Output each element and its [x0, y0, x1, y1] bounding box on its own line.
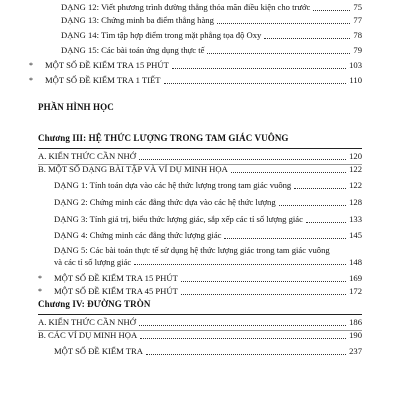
entry-bullet: * [38, 274, 42, 283]
entry-page-number: 122 [349, 180, 362, 190]
entry-page-number: 133 [349, 214, 362, 224]
dot-leader [139, 325, 346, 326]
chapter-underline [38, 148, 362, 149]
dot-leader [181, 294, 346, 295]
toc-entry [45, 14, 362, 27]
dot-leader [264, 38, 350, 39]
entry-label: A. KIẾN THỨC CẦN NHỚ [38, 151, 136, 161]
entry-label: MỘT SỐ ĐỀ KIỂM TRA 15 PHÚT [45, 60, 169, 70]
entry-page-number: 172 [349, 286, 362, 296]
dot-leader [231, 172, 346, 173]
entry-page-number: 122 [349, 164, 362, 174]
toc-entry [54, 213, 362, 226]
chapter-underline [38, 314, 362, 315]
dot-leader [172, 68, 346, 69]
entry-label: B. MỘT SỐ DẠNG BÀI TẬP VÀ VÍ DỤ MINH HỌA [38, 164, 228, 174]
dot-leader [134, 264, 346, 265]
entry-label: DẠNG 3: Tính giá trị, biểu thức lượng giác, sắp xếp các tỉ số lượng giác [54, 214, 303, 224]
entry-page-number: 186 [349, 317, 362, 327]
entry-label-line1: DẠNG 5: Các bài toán thực tế sử dụng hệ thức lượng giác trong tam giác vuông [54, 245, 330, 255]
entry-label: DẠNG 2: Chứng minh các đẳng thức dựa vào các hệ thức lượng [54, 197, 276, 207]
toc-entry [29, 74, 362, 87]
toc-entry [38, 285, 362, 298]
chapter-title: Chương III: HỆ THỨC LƯỢNG TRONG TAM GIÁC VUÔNG [38, 133, 289, 143]
entry-bullet: * [29, 61, 33, 70]
part-title: PHẦN HÌNH HỌC [38, 102, 114, 112]
dot-leader [224, 238, 346, 239]
toc-entry [54, 229, 362, 242]
entry-label: MỘT SỐ ĐỀ KIỂM TRA 1 TIẾT [45, 75, 161, 85]
entry-label: MỘT SỐ ĐỀ KIỂM TRA [54, 346, 143, 356]
entry-page-number: 169 [349, 273, 362, 283]
dot-leader [294, 188, 346, 189]
entry-label: A. KIẾN THỨC CẦN NHỚ [38, 317, 136, 327]
entry-label: DẠNG 4: Chứng minh các đẳng thức lượng giác [54, 230, 222, 240]
toc-entry-multiline [54, 245, 362, 268]
entry-label: DẠNG 12: Viết phương trình đường thẳng thỏa mãn điều kiện cho trước [61, 2, 311, 12]
entry-page-number: 145 [349, 230, 362, 240]
toc-entry [38, 150, 362, 163]
toc-entry [45, 29, 362, 42]
entry-bullet: * [38, 287, 42, 296]
toc-entry [29, 59, 362, 72]
entry-label: B. CÁC VÍ DỤ MINH HỌA [38, 330, 138, 340]
entry-label: MỘT SỐ ĐỀ KIỂM TRA 15 PHÚT [54, 273, 178, 283]
dot-leader [139, 159, 346, 160]
toc-entry [45, 44, 362, 57]
entry-label: DẠNG 1: Tính toán dựa vào các hệ thức lượng trong tam giác vuông [54, 180, 292, 190]
entry-label: MỘT SỐ ĐỀ KIỂM TRA 45 PHÚT [54, 286, 178, 296]
toc-entry [38, 316, 362, 329]
dot-leader [217, 23, 351, 24]
chapter-title: Chương IV: ĐƯỜNG TRÒN [38, 299, 151, 309]
entry-page-number: 110 [349, 75, 362, 85]
entry-label: DẠNG 13: Chứng minh ba điểm thẳng hàng [61, 15, 214, 25]
entry-page-number: 148 [349, 256, 362, 267]
toc-entry [54, 196, 362, 209]
entry-page-number: 237 [349, 346, 362, 356]
dot-leader [146, 354, 346, 355]
entry-label-line2: và các tỉ số lượng giác [54, 256, 132, 267]
entry-bullet: * [29, 76, 33, 85]
entry-page-number: 128 [349, 197, 362, 207]
dot-leader [164, 83, 347, 84]
toc-entry [54, 345, 362, 358]
entry-label-line2-row [54, 257, 362, 269]
entry-label: DẠNG 15: Các bài toán ứng dụng thực tế [61, 45, 205, 55]
dot-leader [313, 10, 350, 11]
entry-label: DẠNG 14: Tìm tập hợp điểm trong mặt phẳng tọa độ Oxy [61, 30, 262, 40]
dot-leader [181, 281, 346, 282]
entry-page-number: 77 [353, 15, 362, 25]
toc-entry [38, 272, 362, 285]
toc-entry [38, 163, 362, 176]
toc-entry [45, 1, 362, 14]
dot-leader [140, 338, 346, 339]
entry-page-number: 190 [349, 330, 362, 340]
dot-leader [207, 53, 350, 54]
entry-page-number: 103 [349, 60, 362, 70]
toc-entry [38, 329, 362, 342]
entry-page-number: 120 [349, 151, 362, 161]
toc-entry [54, 179, 362, 192]
dot-leader [279, 205, 346, 206]
dot-leader [306, 222, 346, 223]
entry-page-number: 75 [353, 2, 362, 12]
entry-page-number: 79 [353, 45, 362, 55]
entry-page-number: 78 [353, 30, 362, 40]
